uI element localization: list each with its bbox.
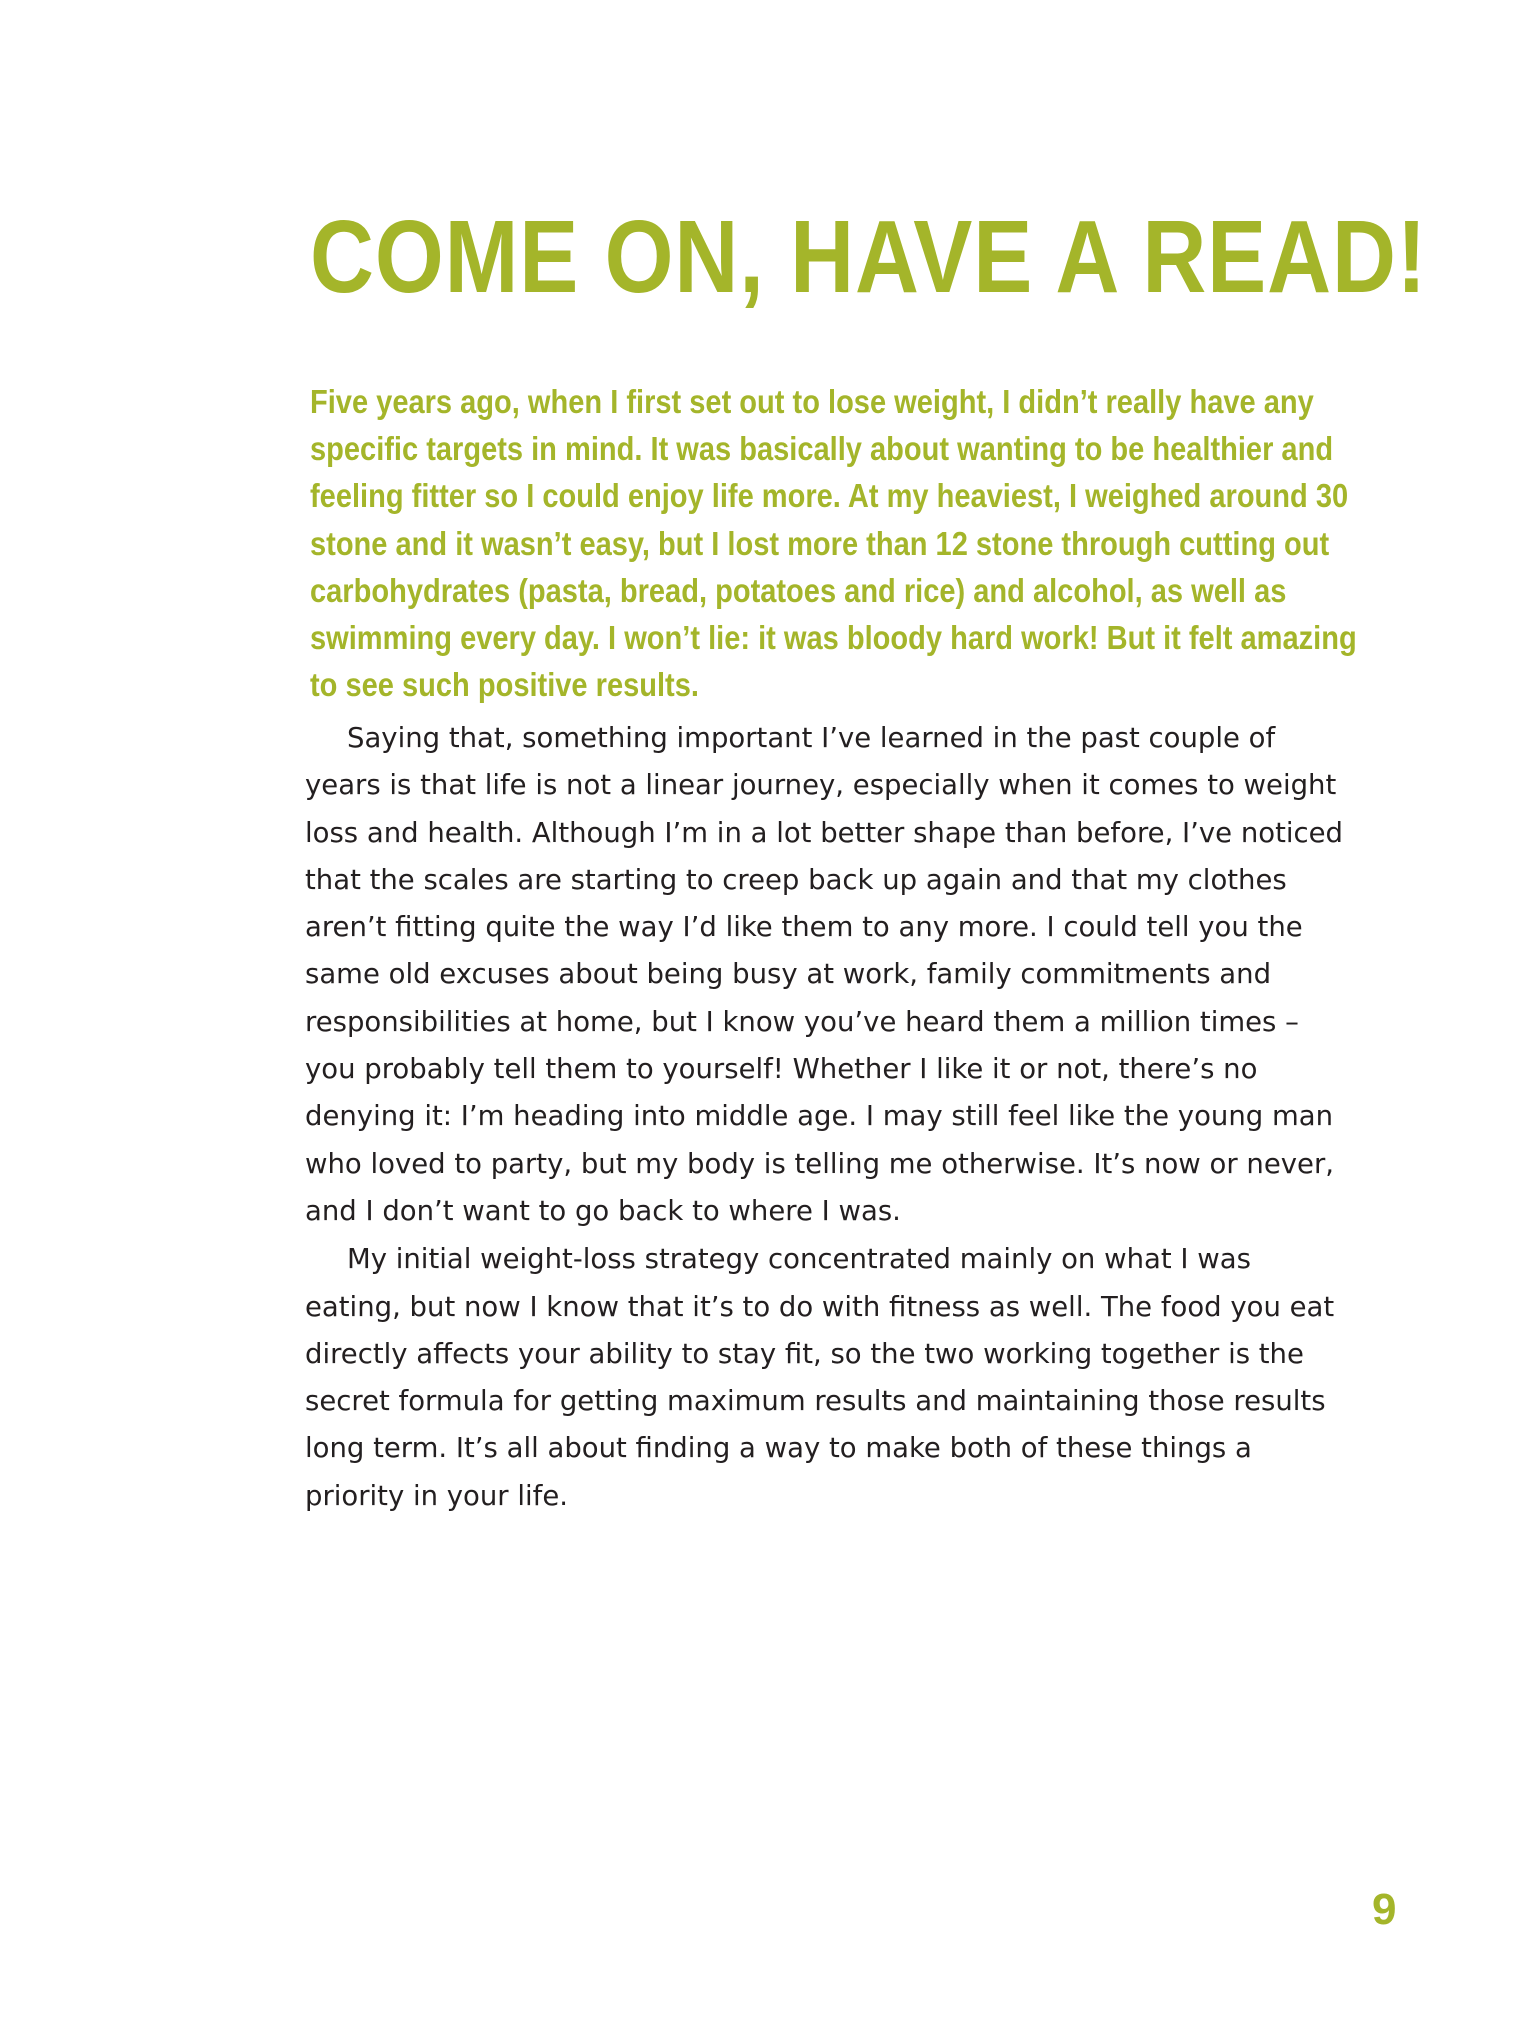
body-paragraph: Saying that, something important I’ve learned in the past couple of years is that life is not a linear journey, especially when it comes to weight loss and health. Although I’m in a lot better shape than before, I’ve noticed that the scales are starting to creep back up again and that my clothes aren’t fitting quite the way I’d like them to any more. I could tell you the same old excuses about being busy at work, family commitments and responsibilities at home, but I know you’ve heard them a million times – you probably tell them to yourself! Whether I like it or not, there’s no denying it: I’m heading into middle age. I may still feel like the young man who loved to party, but my body is telling me otherwise. It’s now or never, and I don’t want to go back to where I was. [305,722,1344,1227]
intro-paragraph: Five years ago, when I first set out to lose weight, I didn’t really have any specific targets in mind. It was basically about wanting to be healthier and feeling fitter so I could enjoy life more. At my heaviest, I weighed around 30 stone and it wasn’t easy, but I lost more than 12 stone through cutting out carbohydrates (pasta, bread, potatoes and rice) and alcohol, as well as swimming every day. I won’t lie: it was bloody hard work! But it felt amazing to see such positive results. [310,383,1357,704]
page-title: COME ON, HAVE A READ! [310,199,1428,314]
body-paragraph: My initial weight-loss strategy concentrated mainly on what I was eating, but now I know that it’s to do with fitness as well. The food you eat directly affects your ability to stay fit, so the two working together is the secret formula for getting maximum results and maintaining those results long term. It’s all about finding a way to make both of these things a priority in your life. [305,1243,1335,1512]
body-text [305,715,1355,1520]
page-number: 9 [1372,1885,1397,1934]
